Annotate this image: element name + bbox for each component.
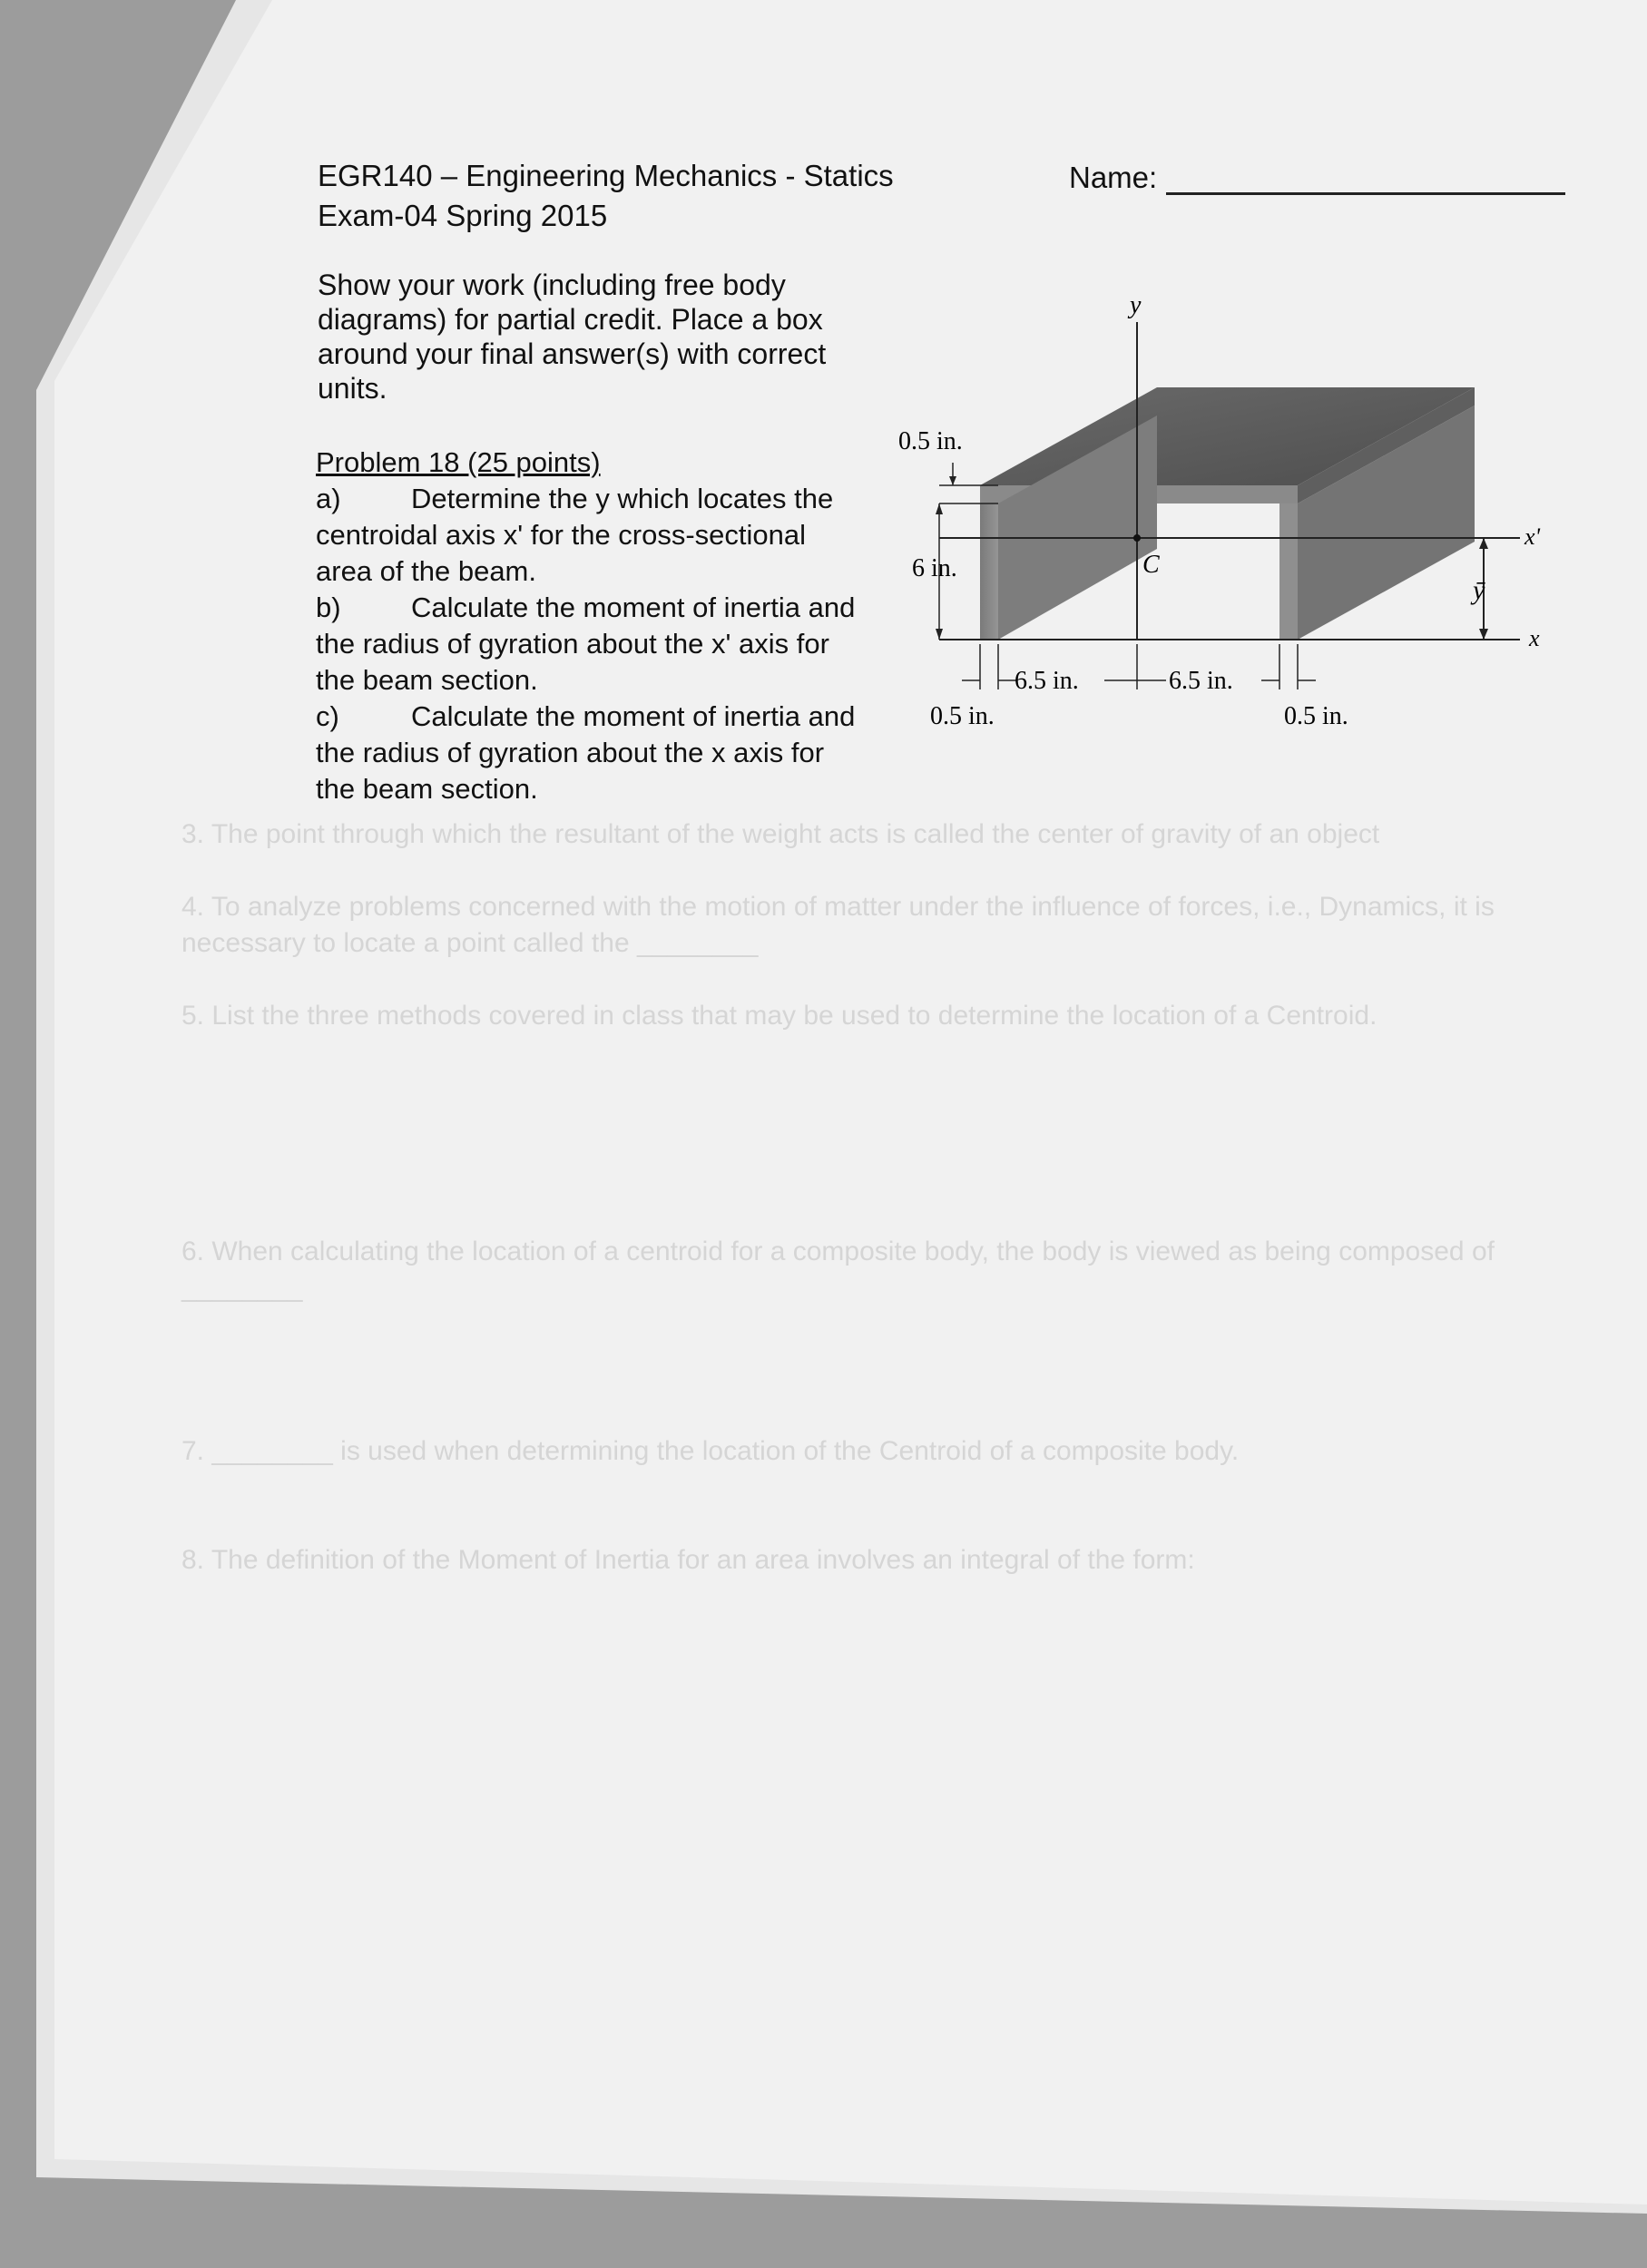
y-axis-label: y (1130, 291, 1142, 319)
flange-thickness-label: 0.5 in. (898, 427, 963, 455)
flange-dim-arrow (949, 476, 956, 485)
centroid-label: C (1142, 551, 1160, 579)
web-height-arrow-down (936, 629, 943, 640)
web-height-arrow-up (936, 503, 943, 514)
web-height-label: 6 in. (912, 554, 957, 582)
beam-diagram (885, 286, 1556, 739)
course-title: EGR140 – Engineering Mechanics - Statics (318, 159, 894, 192)
right-web-shade (1279, 503, 1298, 640)
ybar-arrow-down (1479, 629, 1488, 640)
problem-title: Problem 18 (25 points) (316, 446, 601, 478)
exam-header (318, 156, 894, 236)
ghost-line: 8. The definition of the Moment of Inertia for an area involves an integral of the form: (181, 1545, 1195, 1575)
problem-18 (316, 445, 869, 807)
centroid-point (1133, 534, 1141, 542)
right-half-width-label: 6.5 in. (1169, 667, 1233, 695)
left-web-front (980, 503, 998, 640)
name-blank[interactable] (1166, 156, 1565, 195)
left-half-width-label: 6.5 in. (1015, 667, 1079, 695)
problem-part-b (316, 590, 869, 699)
instructions: Show your work (including free body diagrams) for partial credit. Place a box around your final answer(s) with correct units. (318, 269, 827, 405)
problem-part-a (316, 481, 869, 590)
part-label: b) (316, 591, 341, 623)
ghost-line: 7. ________ is used when determining the location of the Centroid of a composite body. (181, 1436, 1240, 1466)
x-prime-axis-label: x' (1524, 523, 1541, 550)
part-text: Calculate the moment of inertia and the radius of gyration about the x axis for the beam section. (316, 700, 856, 805)
part-text: Calculate the moment of inertia and the radius of gyration about the x' axis for the beam section. (316, 591, 856, 696)
right-web-thickness-label: 0.5 in. (1284, 702, 1348, 730)
ybar-arrow-up (1479, 538, 1488, 549)
exam-title: Exam-04 Spring 2015 (318, 199, 608, 232)
ghost-line: 6. When calculating the location of a centroid for a composite body, the body is viewed as being composed of ________ (181, 1237, 1495, 1303)
beam-cross-section-figure (885, 286, 1556, 739)
ybar-label: ȳ (1473, 575, 1485, 605)
name-label: Name: (1069, 161, 1158, 194)
part-text: Determine the y which locates the centroidal axis x' for the cross-sectional area of the beam. (316, 483, 834, 587)
ghost-line: 5. List the three methods covered in class that may be used to determine the location of a Centroid. (181, 1001, 1377, 1031)
ghost-line: 3. The point through which the resultant of the weight acts is called the center of gravity of an object (181, 819, 1380, 849)
part-label: a) (316, 483, 341, 514)
x-axis-label: x (1529, 625, 1540, 651)
ghost-line: 4. To analyze problems concerned with the motion of matter under the influence of forces, i.e., Dynamics, it is necessary to locate a point called the ________ (181, 892, 1495, 958)
part-label: c) (316, 700, 339, 732)
left-web-thickness-label: 0.5 in. (930, 702, 995, 730)
problem-part-c (316, 699, 869, 807)
name-field (1069, 156, 1565, 195)
